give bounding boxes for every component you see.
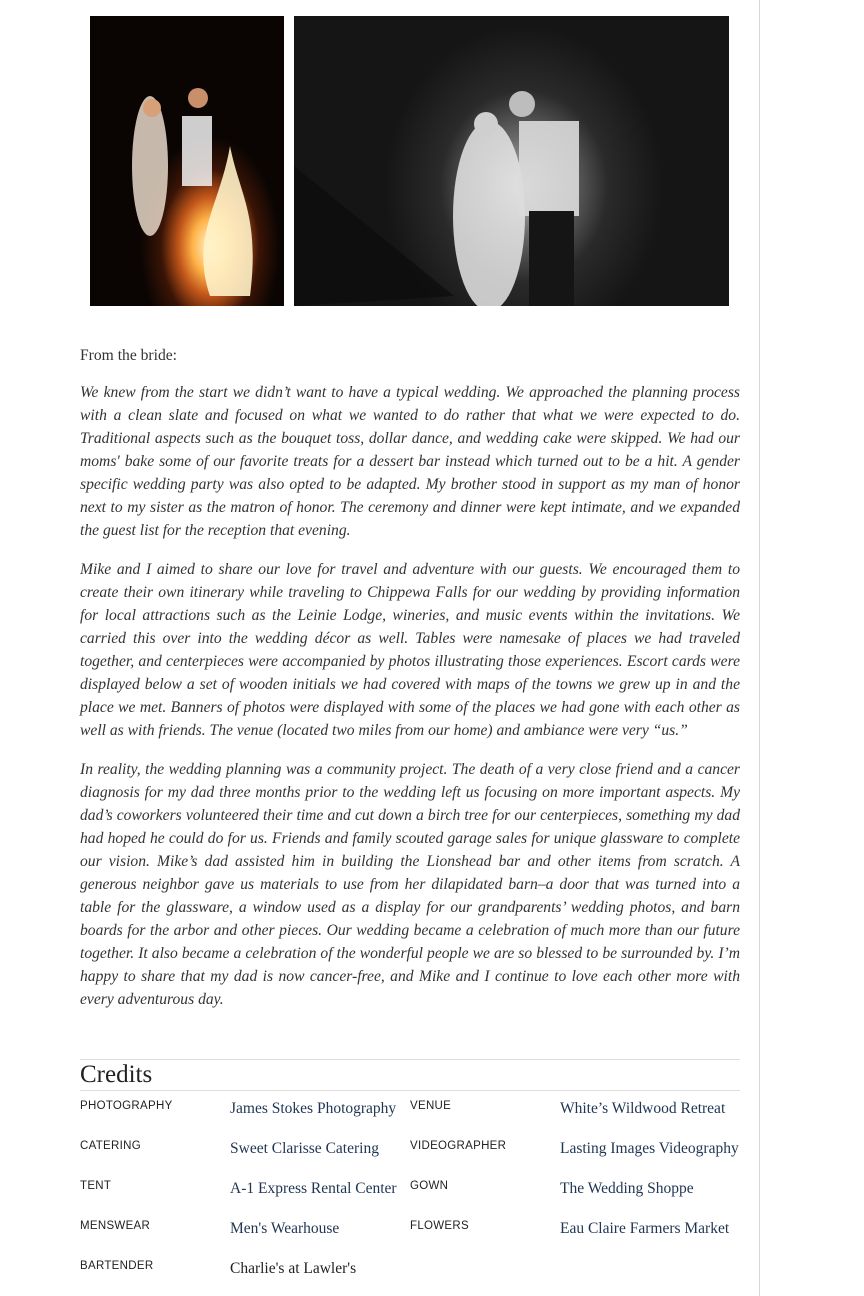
credit-label-gown: GOWN bbox=[410, 1180, 449, 1192]
credit-label-videographer: VIDEOGRAPHER bbox=[410, 1140, 507, 1152]
credit-value-bartender: Charlie's at Lawler's bbox=[230, 1260, 357, 1277]
credit-label-venue: VENUE bbox=[410, 1100, 452, 1112]
credits-divider-bottom bbox=[80, 1090, 740, 1091]
article-body bbox=[80, 340, 740, 1027]
credit-link-catering[interactable]: Sweet Clarisse Catering bbox=[230, 1140, 379, 1157]
bride-story bbox=[80, 381, 740, 1011]
credit-label-bartender: BARTENDER bbox=[80, 1260, 154, 1272]
credit-link-photography[interactable]: James Stokes Photography bbox=[230, 1100, 397, 1117]
credit-row bbox=[80, 1256, 740, 1296]
credit-row bbox=[80, 1216, 740, 1256]
credit-link-tent[interactable]: A-1 Express Rental Center bbox=[230, 1180, 397, 1197]
credit-row bbox=[80, 1176, 740, 1216]
credit-label-photography: PHOTOGRAPHY bbox=[80, 1100, 173, 1112]
story-paragraph: In reality, the wedding planning was a community project. The death of a very close friend and a cancer diagnosis for my dad three months prior to the wedding left us focusing on more important aspects. My dad’s coworkers volunteered their time and cut down a birch tree for our centerpieces, something my dad had hoped he could do for us. Friends and family scouted garage sales for unique glassware to complete our vision. Mike’s dad assisted him in building the Lionshead bar and other items from scratch. A generous neighbor gave us materials to use from her dilapidated barn–a door that was turned into a table for the glassware, a window used as a display for our grandparents’ wedding photos, and barn boards for the arbor and other pieces. Our wedding became a celebration of much more than our future together. It also became a celebration of the wonderful people we are so blessed to be surrounded by. I’m happy to share that my dad is now cancer-free, and Mike and I continue to love each other more with every adventurous day. bbox=[80, 761, 740, 1008]
photo-couple-bonfire[interactable] bbox=[90, 16, 284, 306]
credit-link-gown[interactable]: The Wedding Shoppe bbox=[560, 1180, 694, 1197]
credits-list bbox=[80, 1096, 740, 1296]
intro-text: From the bride: bbox=[80, 347, 178, 364]
credits-heading: Credits bbox=[80, 1061, 153, 1088]
credit-label-menswear: MENSWEAR bbox=[80, 1220, 151, 1232]
credit-label-flowers: FLOWERS bbox=[410, 1220, 469, 1232]
credit-label-catering: CATERING bbox=[80, 1140, 141, 1152]
credit-label-tent: TENT bbox=[80, 1180, 112, 1192]
credit-row bbox=[80, 1136, 740, 1176]
story-paragraph: We knew from the start we didn’t want to have a typical wedding. We approached the planning process with a clean slate and focused on what we wanted to do rather that what we were expected to do. Traditional aspects such as the bouquet toss, dollar dance, and wedding cake were skipped. We had our moms' bake some of our favorite treats for a dessert bar instead which turned out to be a hit. A gender specific wedding party was also opted to be adapted. My brother stood in support as my man of honor next to my sister as the matron of honor. The ceremony and dinner were kept intimate, and we expanded the guest list for the reception that evening. bbox=[80, 384, 740, 539]
credits-divider-top bbox=[80, 1059, 740, 1060]
page-right-border bbox=[759, 0, 760, 1296]
bonfire-scene bbox=[90, 16, 284, 306]
credit-link-venue[interactable]: White’s Wildwood Retreat bbox=[560, 1100, 726, 1117]
credit-row bbox=[80, 1096, 740, 1136]
credit-link-flowers[interactable]: Eau Claire Farmers Market bbox=[560, 1220, 730, 1237]
photo-couple-smores[interactable] bbox=[294, 16, 729, 306]
credit-link-videographer[interactable]: Lasting Images Videography bbox=[560, 1140, 739, 1157]
night-field-scene bbox=[294, 16, 729, 306]
story-paragraph: Mike and I aimed to share our love for travel and adventure with our guests. We encouraged them to create their own itinerary while traveling to Chippewa Falls for our wedding by providing information for local attractions such as the Leinie Lodge, wineries, and music events within the invitations. We carried this over into the wedding décor as well. Tables were namesake of places we had traveled together, and centerpieces were accompanied by photos illustrating those experiences. Escort cards were displayed below a set of wooden initials we had covered with maps of the towns we grew up in and the place we met. Banners of photos were displayed with some of the places we had gone with each other as well as with friends. The venue (located two miles from our home) and ambiance were very “us.” bbox=[80, 561, 740, 739]
credit-link-menswear[interactable]: Men's Wearhouse bbox=[230, 1220, 340, 1237]
